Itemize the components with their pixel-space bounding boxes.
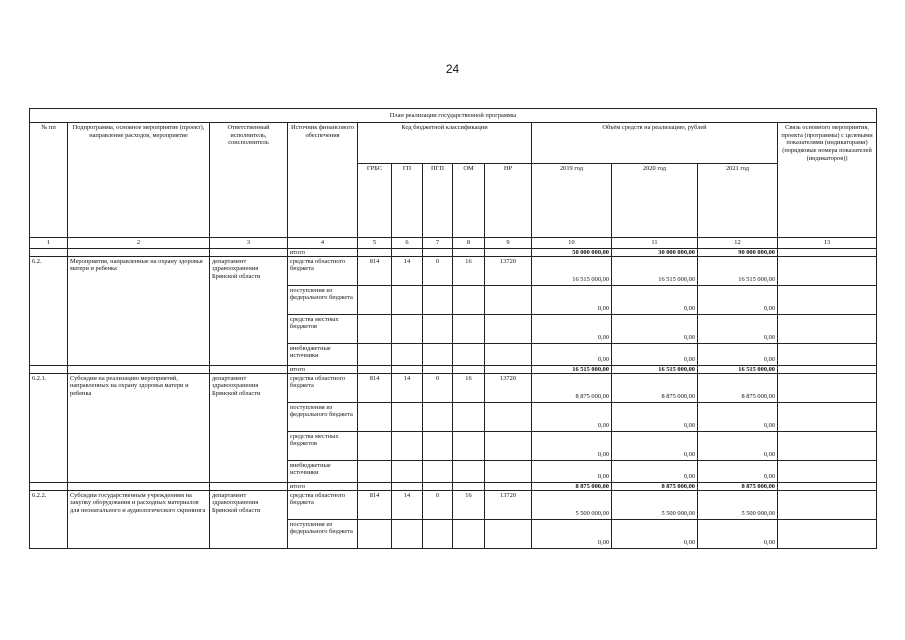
header-name: Подпрограмма, основное мероприятие (проект), направление расходов, мероприятие (68, 123, 210, 238)
value-2020: 0,00 (612, 431, 698, 460)
code-om: 16 (453, 256, 485, 285)
value-2021: 0,00 (698, 431, 778, 460)
indicator-link (778, 373, 877, 402)
value-2019: 0,00 (532, 519, 612, 548)
top-total-row (30, 248, 877, 256)
column-number: 9 (485, 238, 532, 249)
empty-cell (453, 365, 485, 373)
header-2021: 2021 год (698, 164, 778, 238)
code-np: 13720 (485, 490, 532, 519)
item-executor: департамент здравоохранения Брянской области (210, 490, 288, 548)
code-om (453, 431, 485, 460)
indicator-link (778, 256, 877, 285)
empty-cell (423, 365, 453, 373)
code-grbs (358, 314, 392, 343)
code-gp (392, 314, 423, 343)
code-om (453, 314, 485, 343)
total-2019: 8 875 000,00 (532, 482, 612, 490)
table-title: План реализации государственной программы (30, 109, 877, 123)
code-pgp (423, 314, 453, 343)
funding-source: поступления из федерального бюджета (288, 519, 358, 548)
indicator-link (778, 314, 877, 343)
column-number: 6 (392, 238, 423, 249)
column-number: 13 (778, 238, 877, 249)
value-2020: 5 500 000,00 (612, 490, 698, 519)
value-2019: 0,00 (532, 285, 612, 314)
header-om: ОМ (453, 164, 485, 238)
code-gp: 14 (392, 256, 423, 285)
value-2019: 0,00 (532, 460, 612, 482)
value-2019: 0,00 (532, 343, 612, 365)
code-np: 13720 (485, 256, 532, 285)
empty-cell (210, 248, 288, 256)
section-total-row (30, 365, 877, 373)
value-2021: 0,00 (698, 285, 778, 314)
code-np (485, 343, 532, 365)
value-2019: 0,00 (532, 431, 612, 460)
header-pgp: ПГП (423, 164, 453, 238)
column-number: 4 (288, 238, 358, 249)
header-np: НР (485, 164, 532, 238)
code-pgp: 0 (423, 256, 453, 285)
value-2021: 0,00 (698, 402, 778, 431)
value-2021: 0,00 (698, 314, 778, 343)
empty-cell (778, 482, 877, 490)
header-link: Связь основного мероприятия, проекта (программы) с целевыми показателями (индикаторами) (порядковые номера показателей (индикаторов)) (778, 123, 877, 238)
code-pgp (423, 285, 453, 314)
header-source: Источник финансового обеспечения (288, 123, 358, 238)
column-number: 3 (210, 238, 288, 249)
column-number: 5 (358, 238, 392, 249)
funding-source: внебюджетные источники (288, 343, 358, 365)
code-pgp (423, 343, 453, 365)
total-2021: 8 875 000,00 (698, 482, 778, 490)
indicator-link (778, 402, 877, 431)
table-row (30, 256, 877, 285)
code-pgp (423, 431, 453, 460)
value-2021: 16 515 000,00 (698, 256, 778, 285)
total-2019: 16 515 000,00 (532, 365, 612, 373)
code-om (453, 343, 485, 365)
header-num: № пп (30, 123, 68, 238)
code-np (485, 402, 532, 431)
item-name: Мероприятия, направленные на охрану здоровья матери и ребенка (68, 256, 210, 365)
code-om (453, 402, 485, 431)
code-np (485, 519, 532, 548)
item-name: Субсидии на реализацию мероприятий, направленных на охрану здоровья матери и ребенка (68, 373, 210, 482)
page-number: 24 (445, 62, 460, 76)
empty-cell (392, 365, 423, 373)
code-grbs: 814 (358, 373, 392, 402)
item-executor: департамент здравоохранения Брянской области (210, 256, 288, 365)
value-2020: 0,00 (612, 460, 698, 482)
funding-source: средства областного бюджета (288, 256, 358, 285)
funding-source: поступления из федерального бюджета (288, 285, 358, 314)
empty-cell (423, 248, 453, 256)
code-gp (392, 402, 423, 431)
code-grbs (358, 285, 392, 314)
code-pgp (423, 519, 453, 548)
column-number: 12 (698, 238, 778, 249)
code-om (453, 285, 485, 314)
top-total-2021: 90 000 000,00 (698, 248, 778, 256)
empty-cell (392, 248, 423, 256)
value-2020: 0,00 (612, 519, 698, 548)
code-gp: 14 (392, 490, 423, 519)
empty-cell (453, 248, 485, 256)
total-label: итого (288, 482, 358, 490)
code-grbs (358, 519, 392, 548)
code-grbs: 814 (358, 490, 392, 519)
indicator-link (778, 490, 877, 519)
column-number: 2 (68, 238, 210, 249)
header-budget-code: Код бюджетной классификации (358, 123, 532, 164)
code-gp (392, 460, 423, 482)
item-executor: департамент здравоохранения Брянской области (210, 373, 288, 482)
funding-source: средства областного бюджета (288, 373, 358, 402)
section-total-row (30, 482, 877, 490)
value-2019: 5 500 000,00 (532, 490, 612, 519)
code-om (453, 519, 485, 548)
indicator-link (778, 343, 877, 365)
indicator-link (778, 285, 877, 314)
empty-cell (68, 365, 210, 373)
code-grbs (358, 402, 392, 431)
funding-source: средства областного бюджета (288, 490, 358, 519)
code-om (453, 460, 485, 482)
empty-cell (358, 248, 392, 256)
value-2019: 0,00 (532, 402, 612, 431)
value-2019: 0,00 (532, 314, 612, 343)
value-2020: 8 875 000,00 (612, 373, 698, 402)
value-2020: 0,00 (612, 402, 698, 431)
empty-cell (30, 248, 68, 256)
value-2021: 0,00 (698, 460, 778, 482)
empty-cell (358, 482, 392, 490)
value-2021: 5 500 000,00 (698, 490, 778, 519)
funding-source: средства местных бюджетов (288, 314, 358, 343)
value-2019: 16 515 000,00 (532, 256, 612, 285)
column-number-row (30, 238, 877, 249)
code-grbs: 814 (358, 256, 392, 285)
empty-cell (453, 482, 485, 490)
column-number: 7 (423, 238, 453, 249)
indicator-link (778, 460, 877, 482)
header-2019: 2019 год (532, 164, 612, 238)
empty-cell (485, 365, 532, 373)
column-number: 1 (30, 238, 68, 249)
total-2020: 16 515 000,00 (612, 365, 698, 373)
code-gp (392, 431, 423, 460)
empty-cell (778, 248, 877, 256)
program-plan-table (29, 108, 877, 549)
code-grbs (358, 431, 392, 460)
item-number: 6.2. (30, 256, 68, 365)
code-gp: 14 (392, 373, 423, 402)
funding-source: внебюджетные источники (288, 460, 358, 482)
empty-cell (485, 482, 532, 490)
top-total-2019: 50 000 000,00 (532, 248, 612, 256)
empty-cell (358, 365, 392, 373)
funding-source: средства местных бюджетов (288, 431, 358, 460)
item-name: Субсидии государственным учреждениям на закупку оборудования и расходных материалов для неонатального и аудиологического скрининга (68, 490, 210, 548)
empty-cell (392, 482, 423, 490)
column-number: 8 (453, 238, 485, 249)
code-gp (392, 519, 423, 548)
empty-cell (68, 248, 210, 256)
table-row (30, 490, 877, 519)
code-pgp (423, 402, 453, 431)
empty-cell (30, 365, 68, 373)
value-2020: 0,00 (612, 314, 698, 343)
code-pgp: 0 (423, 490, 453, 519)
item-number: 6.2.2. (30, 490, 68, 548)
value-2021: 8 875 000,00 (698, 373, 778, 402)
top-total-label: итого (288, 248, 358, 256)
code-np: 13720 (485, 373, 532, 402)
value-2019: 8 875 000,00 (532, 373, 612, 402)
code-gp (392, 343, 423, 365)
header-2020: 2020 год (612, 164, 698, 238)
indicator-link (778, 431, 877, 460)
code-om: 16 (453, 490, 485, 519)
table-body (30, 109, 877, 549)
code-grbs (358, 343, 392, 365)
header-volumes: Объём средств на реализацию, рублей (532, 123, 778, 164)
table-row (30, 373, 877, 402)
empty-cell (68, 482, 210, 490)
value-2020: 0,00 (612, 285, 698, 314)
value-2021: 0,00 (698, 519, 778, 548)
total-2020: 8 875 000,00 (612, 482, 698, 490)
code-pgp (423, 460, 453, 482)
empty-cell (423, 482, 453, 490)
code-gp (392, 285, 423, 314)
indicator-link (778, 519, 877, 548)
column-number: 11 (612, 238, 698, 249)
total-2021: 16 515 000,00 (698, 365, 778, 373)
value-2020: 16 515 000,00 (612, 256, 698, 285)
column-number: 10 (532, 238, 612, 249)
empty-cell (210, 482, 288, 490)
value-2021: 0,00 (698, 343, 778, 365)
code-np (485, 431, 532, 460)
item-number: 6.2.1. (30, 373, 68, 482)
header-gp: ГП (392, 164, 423, 238)
empty-cell (30, 482, 68, 490)
code-np (485, 285, 532, 314)
code-grbs (358, 460, 392, 482)
empty-cell (210, 365, 288, 373)
code-pgp: 0 (423, 373, 453, 402)
empty-cell (485, 248, 532, 256)
total-label: итого (288, 365, 358, 373)
header-executor: Ответственный исполнитель, соисполнитель (210, 123, 288, 238)
header-grbs: ГРБС (358, 164, 392, 238)
code-np (485, 314, 532, 343)
funding-source: поступления из федерального бюджета (288, 402, 358, 431)
code-np (485, 460, 532, 482)
code-om: 16 (453, 373, 485, 402)
empty-cell (778, 365, 877, 373)
value-2020: 0,00 (612, 343, 698, 365)
top-total-2020: 30 000 000,00 (612, 248, 698, 256)
